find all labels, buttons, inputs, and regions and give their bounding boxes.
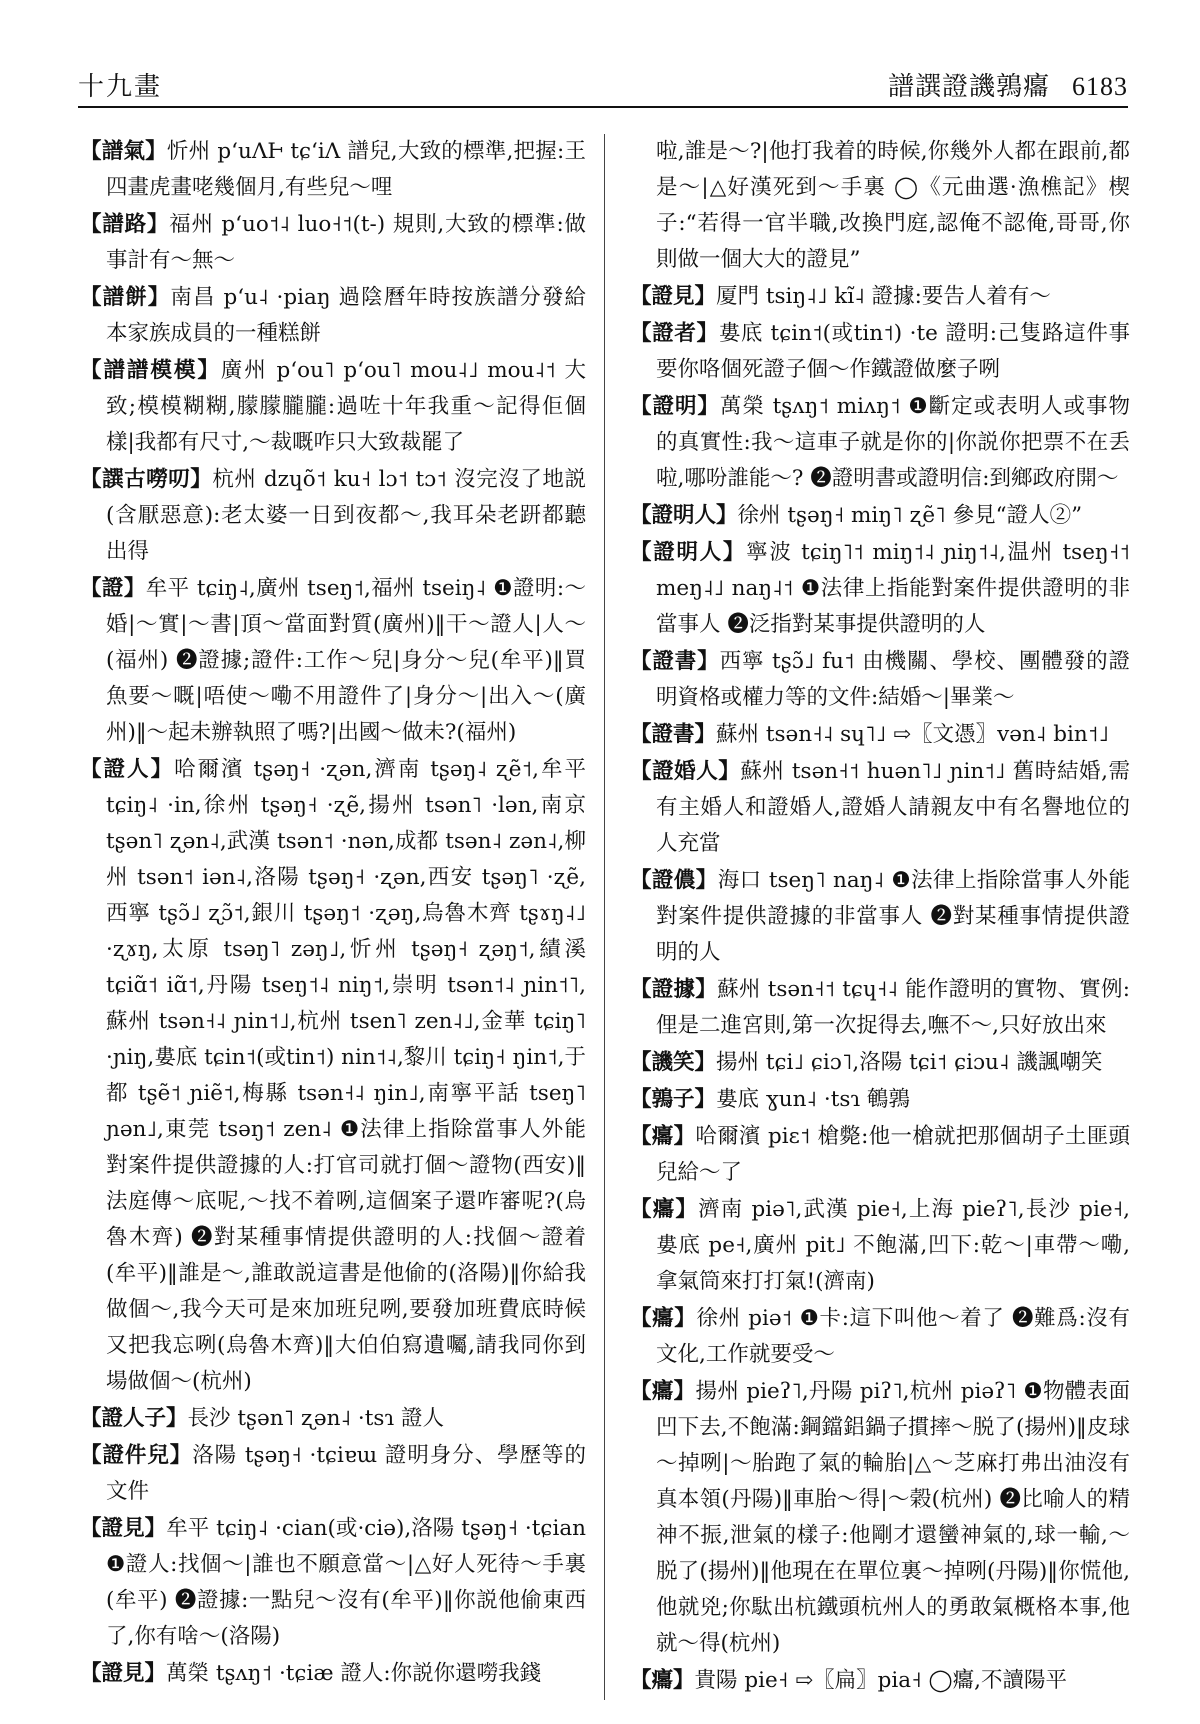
entry-definition: 洛陽 tʂəŋ˧ ·tɕiɐɯ 證明身分、學歷等的文件: [106, 1443, 586, 1504]
entry-definition: 徐州 piə˦ ❶卡:這下叫他～着了 ❷難爲:沒有文化,工作就要受～: [656, 1306, 1130, 1367]
entry-definition: 忻州 pʻuɅⱵ tɕʻiɅ 譜兒,大致的標準,把握:王四畫虎畫咾幾個月,有些兒～哩: [106, 139, 586, 200]
entry-definition: 長沙 tʂən˥ ʐən˨ ·tsɿ 證人: [187, 1406, 444, 1431]
dictionary-entry: [80, 134, 586, 206]
entry-definition: 蘇州 tsən˧˦ huən˥˩ ɲin˦˩ 舊時結婚,需有主婚人和證婚人,證婚人請親友中有名譽地位的人充當: [656, 759, 1130, 856]
dictionary-entry: [80, 462, 586, 570]
entry-headword: 【證據】: [630, 977, 718, 1002]
dictionary-entry: [630, 1045, 1130, 1081]
dictionary-entry: [630, 498, 1130, 534]
entry-headword: 【證書】: [630, 722, 717, 747]
entry-headword: 【癟】: [630, 1197, 699, 1222]
dictionary-entry: [80, 571, 586, 751]
entry-headword: 【證見】: [80, 1516, 167, 1541]
right-column: [630, 134, 1130, 1714]
entry-definition: 牟平 tɕiŋ˨ ·cian(或·ciə),洛陽 tʂəŋ˧ ·tɕian ❶證人:找個～|誰也不願意當～|△好人死待～手裏(牟平) ❷證據:一點兒～沒有(牟平)‖你説他偷東西了,你有啥～(洛陽): [106, 1516, 586, 1649]
entry-definition: 福州 pʻuo˦˨ luo˧˦(t-) 規則,大致的標準:做事計有～無～: [106, 212, 586, 273]
entry-headword: 【鶉子】: [630, 1087, 717, 1112]
dictionary-entry: [630, 134, 1130, 278]
entry-definition: 西寧 tʂɔ̃˩ fu˦ 由機關、學校、團體發的證明資格或權力等的文件:結婚～|畢業～: [656, 649, 1130, 710]
entry-headword: 【證見】: [80, 1661, 167, 1686]
dictionary-entry: [630, 972, 1130, 1044]
dictionary-entry: [80, 353, 586, 461]
entry-headword: 【證婚人】: [630, 759, 741, 784]
entry-headword: 【譜路】: [80, 212, 170, 237]
dictionary-entry: [630, 316, 1130, 388]
entry-definition: 蘇州 tsən˧˨ sɥ˥˩ ⇨〖文憑〗vən˨ bin˦˩: [716, 722, 1109, 747]
dictionary-entry: [80, 1656, 586, 1692]
entry-headword: 【癟】: [630, 1668, 695, 1693]
entry-definition: 杭州 dzɥõ˦ ku˧ lɔ˦ tɔ˦ 沒完沒了地説(含厭惡意):老太婆一日到夜都～,我耳朵老趼都聽出得: [106, 467, 586, 564]
entry-headword: 【證者】: [630, 321, 719, 346]
column-divider: [604, 134, 605, 1700]
dictionary-entry: [630, 863, 1130, 971]
header-right: [888, 66, 1128, 103]
entry-headword: 【證書】: [630, 649, 720, 674]
entry-headword: 【證件兒】: [80, 1443, 193, 1468]
entry-headword: 【證明人】: [630, 540, 747, 565]
dictionary-entry: [80, 1401, 586, 1437]
dictionary-entry: [80, 1438, 586, 1510]
entry-definition: 廣州 pʻou˥ pʻou˥ mou˨˩ mou˨˦ 大致;模模糊糊,朦朦朧朧:過咗十年我重～記得佢個樣|我都有尺寸,～裁嘅咋只大致裁罷了: [106, 358, 586, 455]
dictionary-entry: [630, 1374, 1130, 1662]
dictionary-entry: [630, 389, 1130, 497]
entry-headword: 【譔古嘮叨】: [80, 467, 213, 492]
entry-headword: 【證人子】: [80, 1406, 188, 1431]
dictionary-entry: [630, 535, 1130, 643]
dictionary-entry: [630, 279, 1130, 315]
entry-definition: 哈爾濱 tʂəŋ˧ ·ʐən,濟南 tʂəŋ˨ ʐẽ˦,牟平 tɕiŋ˨ ·in,徐州 tʂəŋ˧ ·ʐẽ,揚州 tsən˥ ·lən,南京 tʂən˥ ʐən˨,武漢 tsən˦ ·nən,成都 tsən˨ zən˨,柳州 tsən˦ iən˨,洛陽 tʂəŋ˧ ·ʐən,西安 tʂəŋ˥ ·ʐẽ,西寧 tʂɔ̃˩ ʐɔ̃˦,銀川 tʂəŋ˦ ·ʐəŋ,烏魯木齊 tʂɤŋ˨˩ ·ʐɤŋ,太原 tsəŋ˥ zəŋ˩,忻州 tʂəŋ˧ ʐəŋ˦,績溪 tɕiɑ̃˦ iɑ̃˦,丹陽 tseŋ˦˨ niŋ˦,崇明 tsən˦˨ ɲin˦˥,蘇州 tsən˧˨ ɲin˦˩,杭州 tsen˥ zen˨˩,金華 tɕiŋ˥ ·ɲiŋ,婁底 tɕin˦(或tin˦) nin˦˨,黎川 tɕiŋ˧ ŋin˦,于都 tʂẽ˦ ɲiẽ˦,梅縣 tsən˧˨ ŋin˩,南寧平話 tseŋ˥ ɲən˩,東莞 tsəŋ˦ zen˨ ❶法律上指除當事人外能對案件提供證據的人:打官司就打個～證物(西安)‖法庭傳～底呢,～找不着咧,這個案子還咋審呢?(烏魯木齊) ❷對某種事情提供證明的人:找個～證着(牟平)‖誰是～,誰敢説這書是他偷的(洛陽)‖你給我做個～,我今天可是來加班兒咧,要發加班費底時候又把我忘咧(烏魯木齊)‖大伯伯寫遺囑,請我同你到場做個～(杭州): [106, 757, 586, 1394]
entry-definition: 婁底 ɣun˨ ·tsɿ 鵪鶉: [716, 1087, 910, 1112]
dictionary-entry: [630, 754, 1130, 862]
page-number: 6183: [1072, 72, 1128, 101]
headword-range: 譜譔證譏鶉癟: [887, 72, 1050, 102]
dictionary-entry: [80, 1511, 586, 1655]
header-rule: [78, 106, 1128, 108]
entry-definition: 萬榮 tʂʌŋ˦ ·tɕiæ 證人:你説你還嘮我錢: [166, 1661, 542, 1686]
entry-definition: 萬榮 tʂʌŋ˦ miʌŋ˦ ❶斷定或表明人或事物的真實性:我～這車子就是你的|你説你把票不在丢啦,哪吩誰能～? ❷證明書或證明信:到鄉政府開～: [656, 394, 1130, 491]
dictionary-entry: [80, 280, 586, 352]
entry-definition: 寧波 tɕiŋ˥˦ miŋ˦˨ ɲiŋ˦˨,温州 tseŋ˧˦ meŋ˨˩ naŋ˨˦ ❶法律上指能對案件提供證明的非當事人 ❷泛指對某事提供證明的人: [656, 540, 1130, 637]
entry-definition: 哈爾濱 piɛ˦ 槍斃:他一槍就把那個胡子土匪頭兒給～了: [656, 1124, 1130, 1185]
entry-headword: 【癟】: [630, 1306, 697, 1331]
entry-definition: 揚州 pieʔ˥,丹陽 piʔ˥,杭州 piəʔ˥ ❶物體表面凹下去,不飽滿:鋼鐺鋁鍋子摜摔～脱了(揚州)‖皮球～掉咧|～胎跑了氣的輪胎|△～芝麻打弗出油沒有真本領(丹陽)‖車胎～得|～榖(杭州) ❷比喻人的精神不振,泄氣的樣子:他剛才還蠻神氣的,球一輸,～脱了(揚州)‖他現在在單位裏～掉咧(丹陽)‖你慌他,他就兇;你駄出杭鐵頭杭州人的勇敢氣概格本事,他就～得(杭州): [656, 1379, 1130, 1656]
dictionary-entry: [630, 644, 1130, 716]
entry-headword: 【癟】: [630, 1379, 696, 1404]
entry-definition: 海口 tseŋ˥ naŋ˨ ❶法律上指除當事人外能對案件提供證據的非當事人 ❷對某種事情提供證明的人: [656, 868, 1130, 965]
page-header: [78, 52, 1128, 102]
entry-definition: 蘇州 tsən˧˦ tɕɥ˧˨ 能作證明的實物、實例:俚是二進宮則,第一次捉得去,嘸不～,只好放出來: [656, 977, 1130, 1038]
entry-definition: 揚州 tɕi˩ ɕiɔ˥,洛陽 tɕi˦ ɕiɔu˨ 譏諷嘲笑: [716, 1050, 1103, 1075]
entry-headword: 【證明】: [630, 394, 720, 419]
dictionary-entry: [80, 207, 586, 279]
entry-headword: 【證】: [80, 576, 146, 601]
entry-headword: 【癟】: [630, 1124, 696, 1149]
entry-headword: 【譜譜模模】: [80, 358, 221, 383]
dictionary-entry: [630, 1192, 1130, 1300]
entry-definition: 啦,誰是～?|他打我着的時候,你幾外人都在跟前,都是～|△好漢死到～手裏 ◯《元曲選·漁樵記》楔子:“若得一官半職,改換門庭,認俺不認俺,哥哥,你則做一個大大的證見”: [656, 139, 1130, 272]
entry-headword: 【譏笑】: [630, 1050, 717, 1075]
dictionary-entry: [630, 717, 1130, 753]
entry-headword: 【證儂】: [630, 868, 718, 893]
entry-headword: 【譜餅】: [80, 285, 171, 310]
left-column: [80, 134, 586, 1714]
section-title: 十九畫: [78, 72, 163, 102]
entry-definition: 厦門 tsiŋ˨˩ kĩ˨ 證據:要告人着有～: [716, 284, 1051, 309]
entry-definition: 南昌 pʻu˨ ·piaŋ 過陰曆年時按族譜分發給本家族成員的一種糕餅: [106, 285, 586, 346]
dictionary-entry: [630, 1301, 1130, 1373]
entry-headword: 【證明人】: [630, 503, 738, 528]
entry-headword: 【證見】: [630, 284, 717, 309]
entry-definition: 婁底 tɕin˦(或tin˦) ·te 證明:己隻路這件事要你咯個死證子個～作鐵證做麼子咧: [656, 321, 1130, 382]
entry-definition: 貴陽 pie˧ ⇨〖扁〗pia˧ ◯癟,不讀陽平: [694, 1668, 1067, 1693]
entry-headword: 【譜氣】: [80, 139, 167, 164]
dictionary-entry: [630, 1119, 1130, 1191]
entry-definition: 濟南 piə˥,武漢 pie˧,上海 pieʔ˥,長沙 pie˧,婁底 pe˧,廣州 pit˩ 不飽滿,凹下:乾～|車帶～嘞,拿氣筒來打打氣!(濟南): [656, 1197, 1130, 1294]
entry-headword: 【證人】: [80, 757, 175, 782]
dictionary-entry: [630, 1082, 1130, 1118]
dictionary-entry: [630, 1663, 1130, 1699]
entry-definition: 牟平 tɕiŋ˨,廣州 tseŋ˦,福州 tseiŋ˨ ❶證明:～婚|～實|～書|頂～當面對質(廣州)‖干～證人|人～(福州) ❷證據;證件:工作～兒|身分～兒(牟平)‖買魚要～嘅|唔使～嘞不用證件了|身分～|出入～(廣州)‖～起未辦執照了嗎?|出國～做未?(福州): [106, 576, 586, 745]
dictionary-entry: [80, 752, 586, 1400]
entry-definition: 徐州 tʂəŋ˧ miŋ˥ ʐẽ˥ 參見“證人②”: [737, 503, 1083, 528]
